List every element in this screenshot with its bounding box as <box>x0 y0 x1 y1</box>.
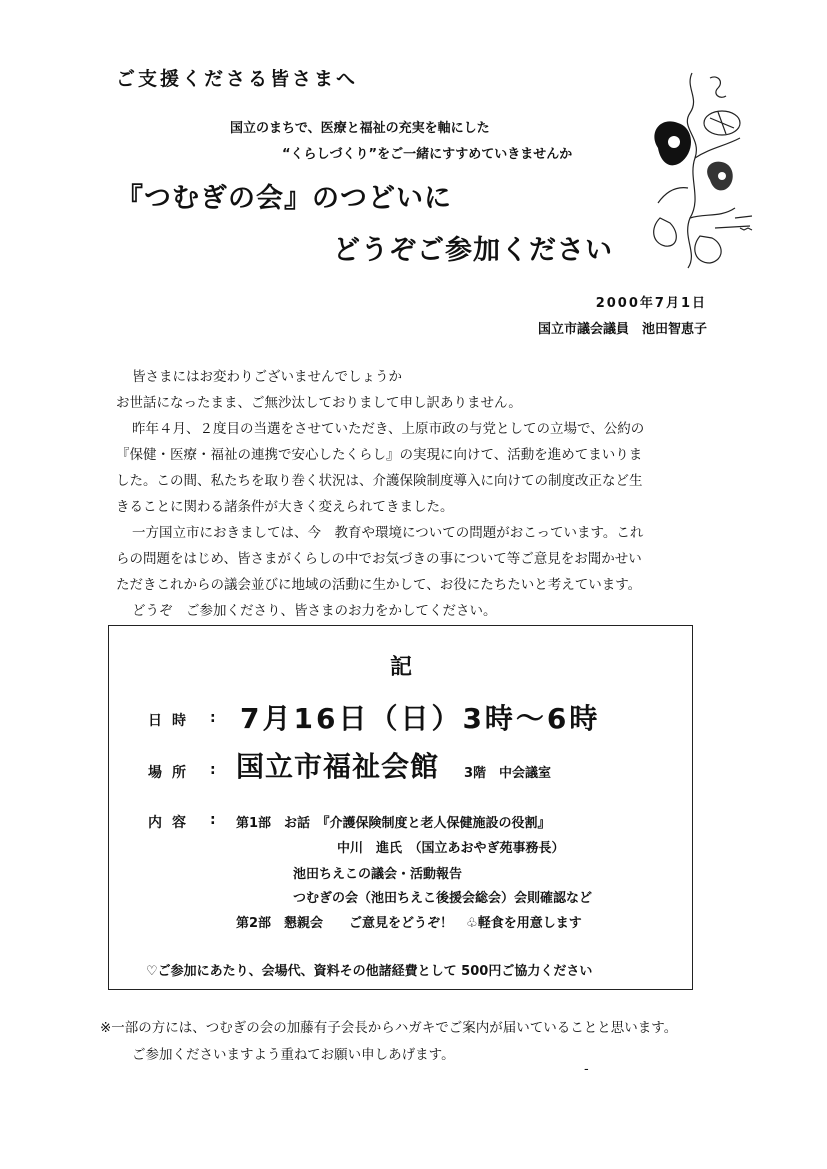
footer-note-2: ご参加くださいますよう重ねてお願い申しあげます。 <box>132 1047 455 1063</box>
letter-body <box>116 364 716 624</box>
notice-heading: 記 <box>390 655 413 680</box>
body-paragraph: した。この間、私たちを取り巻く状況は、介護保険制度導入に向けての制度改正など生 <box>116 473 643 489</box>
content-colon: : <box>210 812 216 828</box>
body-paragraph: どうぞ ご参加くださり、皆さまのお力をかしてください。 <box>132 603 497 619</box>
body-paragraph: きることに関わる諸条件が大きく変えられてきました。 <box>116 499 454 515</box>
program-speaker: 中川 進氏 （国立あおやぎ苑事務長） <box>337 841 565 856</box>
body-paragraph: お世話になったまま、ご無沙汰しておりまして申し訳ありません。 <box>116 395 522 411</box>
fee-note: ♡ご参加にあたり、会場代、資料その他諸経費として 500円ご協力ください <box>146 964 593 979</box>
footer-note-1: ※一部の方には、つむぎの会の加藤有子会長からハガキでご案内が届いていることと思います。 <box>100 1020 678 1036</box>
morning-glory-illustration <box>640 68 760 273</box>
program-part-2: 第2部 懇親会 ご意見をどうぞ！ ♧軽食を用意します <box>236 916 582 931</box>
page-title-line-1: 『つむぎの会』のつどいに <box>116 183 452 214</box>
body-paragraph: 『保健・医療・福祉の連携で安心したくらし』の実現に向けて、活動を進めてまいりま <box>116 447 643 463</box>
program-report: 池田ちえこの議会・活動報告 <box>293 867 463 882</box>
intro-line-2: “くらしづくり”をご一緒にすすめていきませんか <box>282 147 573 162</box>
issue-date: 2000年7月1日 <box>595 296 707 311</box>
body-paragraph: 一方国立市におきましては、今 教育や環境についての問題がおこっています。これ <box>132 525 644 541</box>
program-part-1: 第1部 お話 『介護保険制度と老人保健施設の役割』 <box>236 816 551 831</box>
place-colon: : <box>210 762 216 778</box>
body-paragraph: 皆さまにはお変わりございませんでしょうか <box>132 369 402 385</box>
place-label: 場所 <box>148 765 196 781</box>
program-meeting: つむぎの会（池田ちえこ後援会総会）会則確認など <box>293 891 593 906</box>
content-label: 内容 <box>148 815 196 831</box>
event-venue: 国立市福祉会館 <box>236 750 440 783</box>
intro-line-1: 国立のまちで、医療と福祉の充実を軸にした <box>230 121 490 136</box>
event-datetime: 7月16日（日）3時～6時 <box>240 702 601 735</box>
footer-mark: - <box>584 1062 589 1077</box>
body-paragraph: らの問題をはじめ、皆さまがくらしの中でお気づきの事について等ご意見をお聞かせい <box>116 551 642 567</box>
body-paragraph: ただきこれからの議会並びに地域の活動に生かして、お役にたちたいと考えています。 <box>116 577 642 593</box>
datetime-label: 日時 <box>148 713 196 729</box>
datetime-colon: : <box>210 710 216 726</box>
page-title-line-2: どうぞご参加ください <box>333 235 613 266</box>
author: 国立市議会議員 池田智恵子 <box>537 322 707 337</box>
greeting: ご支援くださる皆さまへ <box>116 68 359 90</box>
event-room: 3階 中会議室 <box>464 766 552 781</box>
body-paragraph: 昨年４月、２度目の当選をさせていただき、上原市政の与党としての立場で、公約の <box>132 421 645 437</box>
